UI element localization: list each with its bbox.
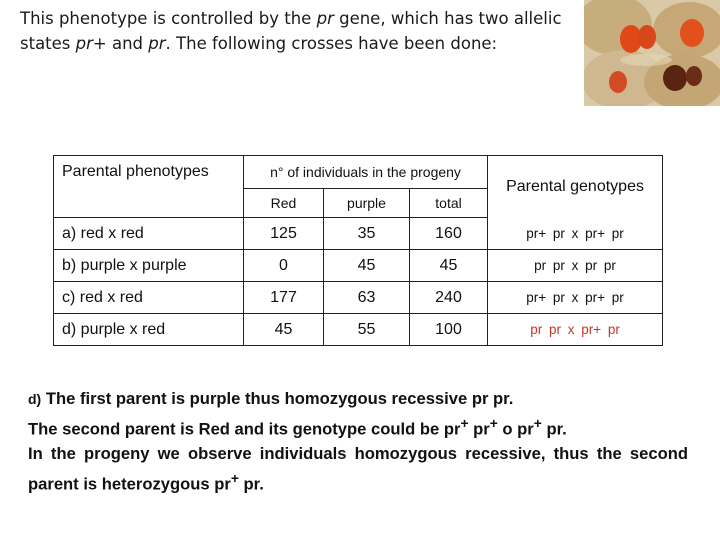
header-parental-genotypes: Parental genotypes <box>506 178 644 196</box>
cross-label: a) red x red <box>54 218 244 250</box>
genotype: pr+ pr x pr+ pr <box>488 282 663 314</box>
header-parental-phenotypes: Parental phenotypes <box>54 156 244 189</box>
intro-part3: and <box>106 34 149 53</box>
count-red: 125 <box>244 218 324 250</box>
allele-recessive: pr <box>148 34 166 53</box>
intro-part4: . The following crosses have been done: <box>165 34 498 53</box>
count-total: 100 <box>410 314 488 346</box>
intro-part2: gene, which has two allelic states <box>20 9 562 53</box>
count-purple: 45 <box>324 250 410 282</box>
cross-label: b) purple x purple <box>54 250 244 282</box>
explanation-line-2: The second parent is Red and its genotype could be pr+ pr+ o pr+ pr. <box>28 415 567 439</box>
cross-label: c) red x red <box>54 282 244 314</box>
fly-eyes-photo <box>584 0 720 106</box>
count-purple: 63 <box>324 282 410 314</box>
crosses-table <box>53 155 663 346</box>
header-spacer <box>54 189 244 218</box>
table-row <box>54 314 663 346</box>
explanation-label: d) <box>28 391 42 407</box>
header-progeny: n° of individuals in the progeny <box>244 156 488 189</box>
subheader-total: total <box>410 189 488 218</box>
cross-label: d) purple x red <box>54 314 244 346</box>
count-total: 240 <box>410 282 488 314</box>
count-total: 160 <box>410 218 488 250</box>
subheader-red: Red <box>244 189 324 218</box>
genotype: pr+ pr x pr+ pr <box>488 218 663 250</box>
gene-name: pr <box>316 9 334 28</box>
table-row <box>54 282 663 314</box>
intro-text <box>20 6 580 56</box>
subheader-purple: purple <box>324 189 410 218</box>
intro-part1: This phenotype is controlled by the <box>20 9 317 28</box>
count-red: 0 <box>244 250 324 282</box>
table-row <box>54 218 663 250</box>
count-purple: 35 <box>324 218 410 250</box>
allele-dominant: pr+ <box>75 34 107 53</box>
table-row <box>54 250 663 282</box>
count-total: 45 <box>410 250 488 282</box>
genotype: pr pr x pr pr <box>488 250 663 282</box>
count-red: 177 <box>244 282 324 314</box>
count-purple: 55 <box>324 314 410 346</box>
count-red: 45 <box>244 314 324 346</box>
explanation <box>28 387 688 496</box>
explanation-line-1: d) The first parent is purple thus homozygous recessive pr pr. <box>28 389 514 408</box>
genotype-highlighted: pr pr x pr+ pr <box>530 322 620 337</box>
explanation-line-3: In the progeny we observe individuals homozygous recessive, thus the second parent is heterozygous pr+ pr. <box>28 443 688 494</box>
